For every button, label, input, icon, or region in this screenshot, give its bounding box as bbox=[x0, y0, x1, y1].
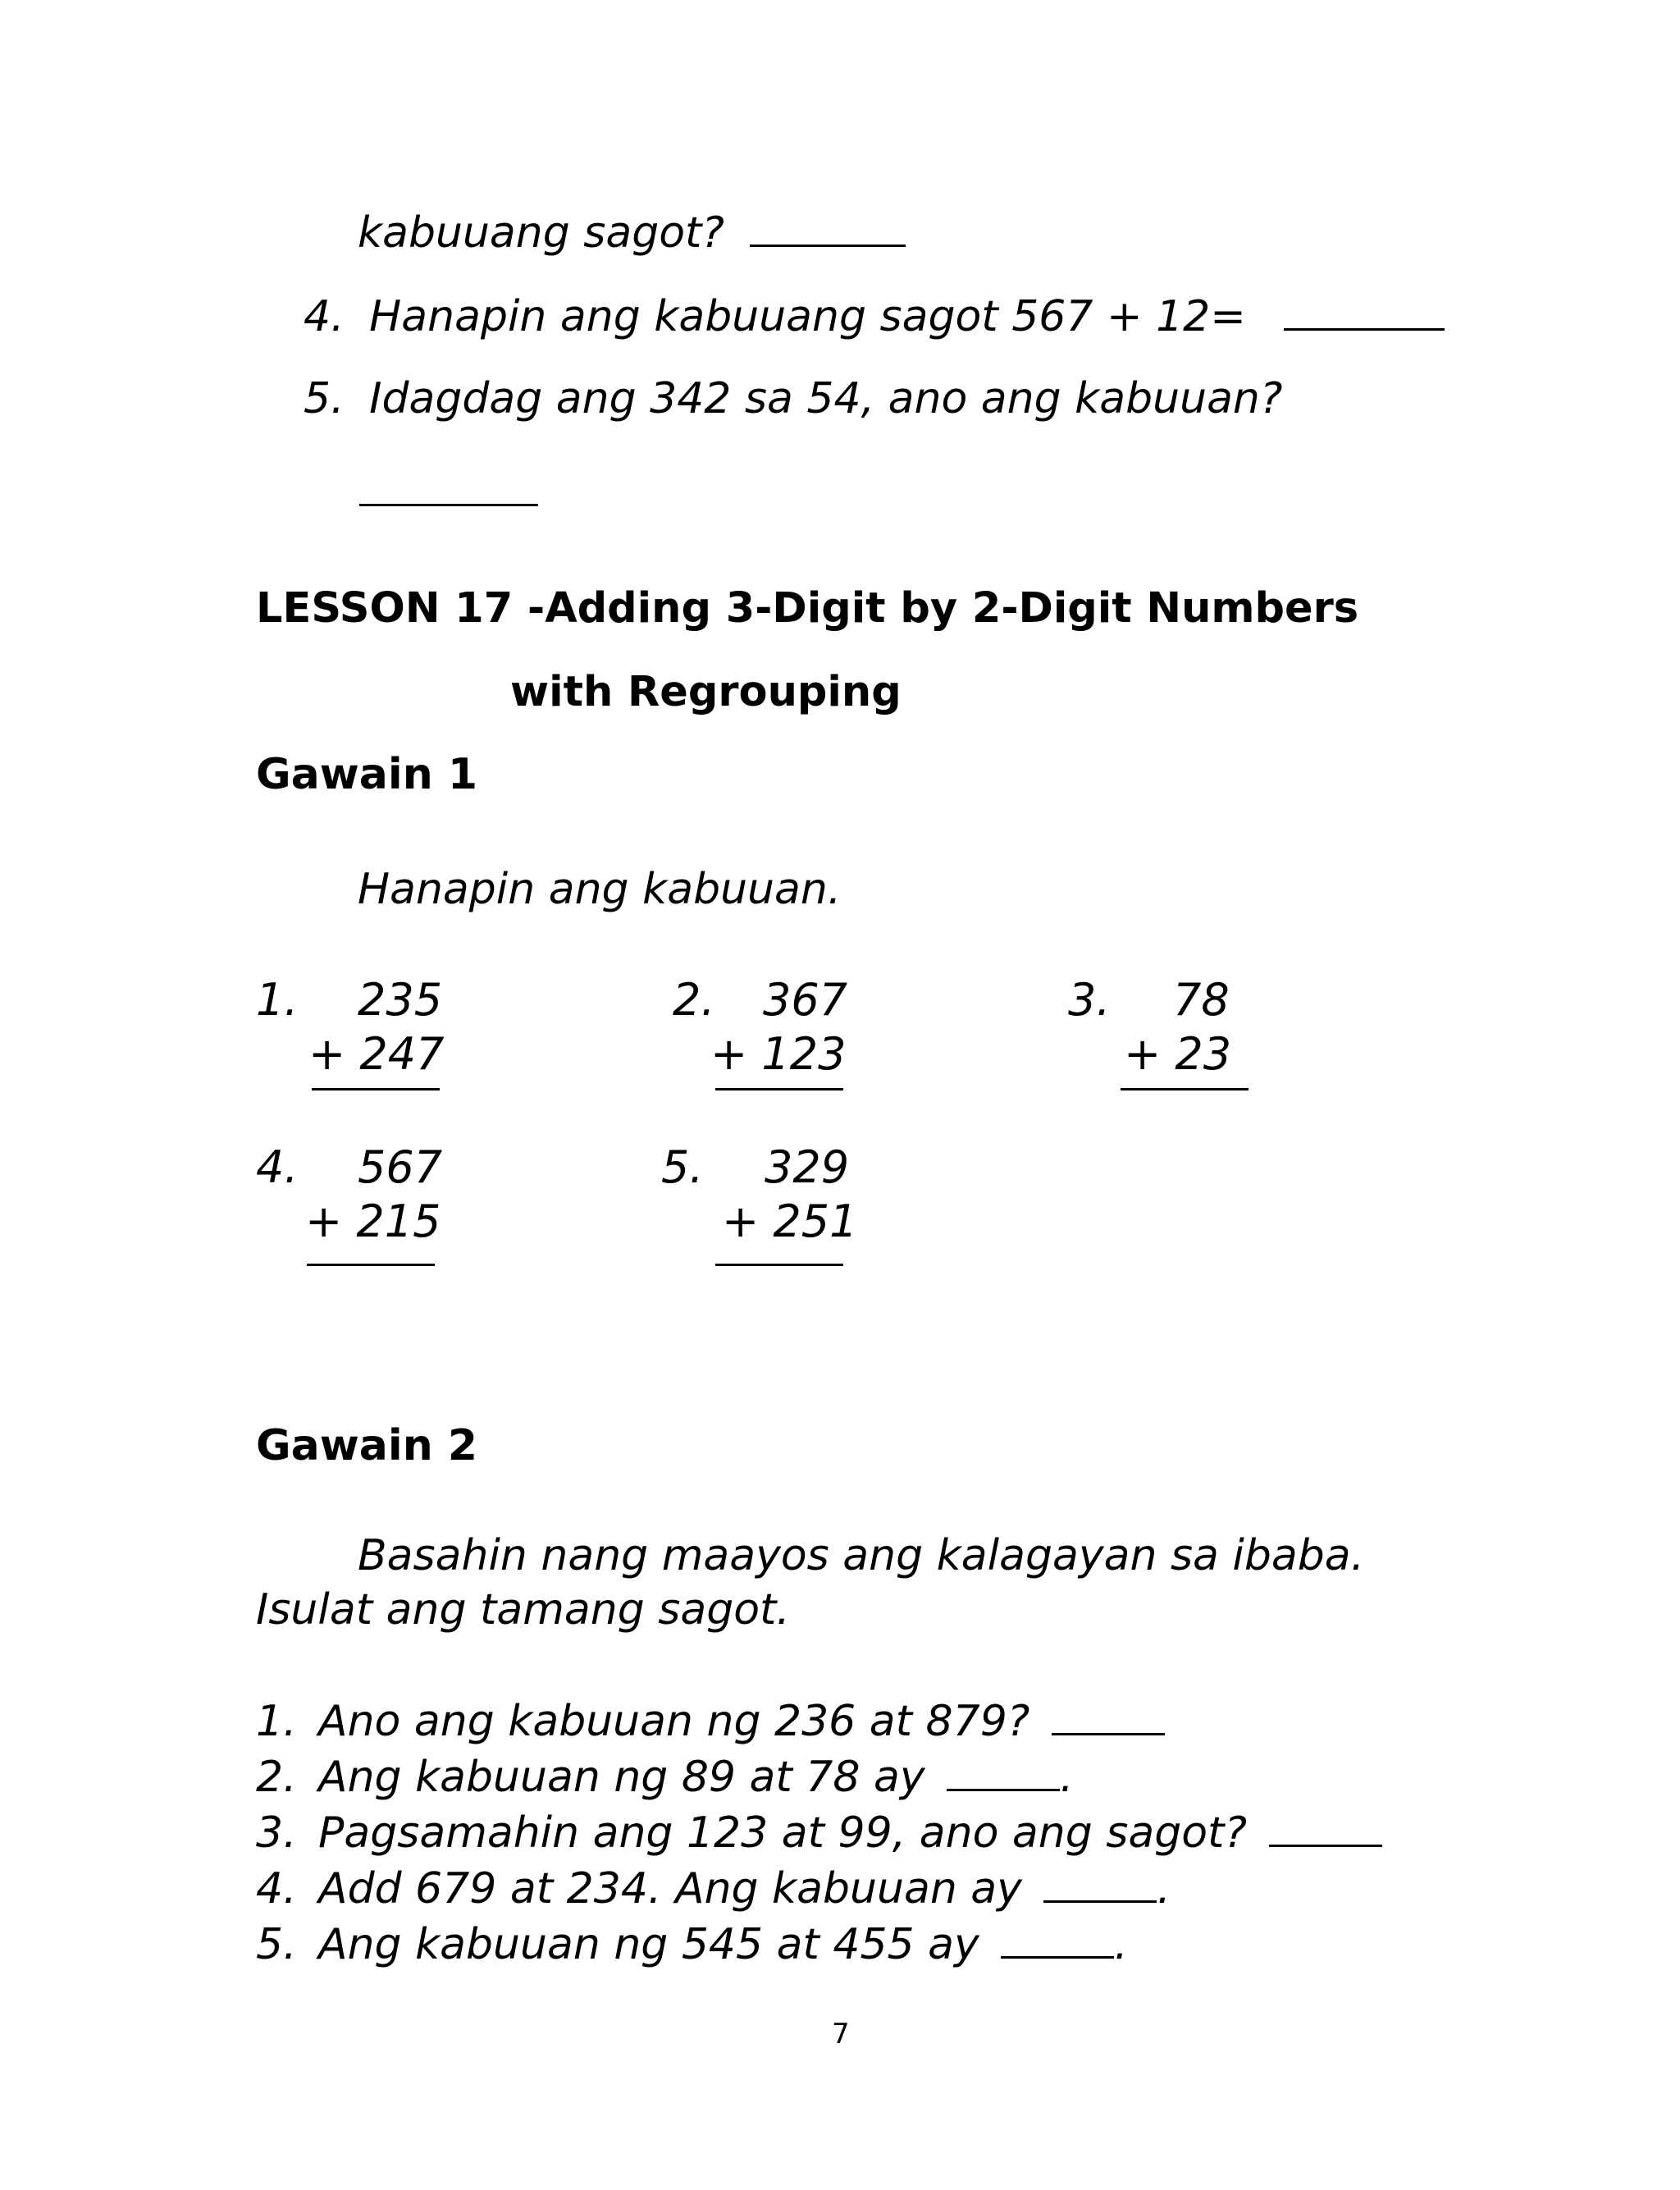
page-number: 7 bbox=[832, 2018, 850, 2051]
problem-5-top: 329 bbox=[765, 1141, 850, 1193]
problem-4-top: 567 bbox=[358, 1141, 443, 1193]
gawain-2-item-2: 2. Ang kabuuan ng 89 at 78 ay . bbox=[256, 1753, 1074, 1802]
answer-blank[interactable] bbox=[1284, 292, 1445, 331]
answer-blank[interactable] bbox=[1001, 1920, 1114, 1959]
problem-4-answer-line[interactable] bbox=[307, 1264, 435, 1266]
problem-2-answer-line[interactable] bbox=[715, 1088, 843, 1090]
problem-1-label: 1. bbox=[256, 974, 299, 1026]
answer-blank[interactable] bbox=[1052, 1697, 1165, 1735]
problem-1-bottom: + 247 bbox=[308, 1028, 445, 1080]
problem-1-answer-line[interactable] bbox=[312, 1088, 440, 1090]
lesson-title-line-2: with Regrouping bbox=[510, 668, 902, 716]
problem-3-label: 3. bbox=[1068, 974, 1111, 1026]
problem-2-top: 367 bbox=[763, 974, 848, 1026]
problem-2-bottom: + 123 bbox=[710, 1028, 847, 1080]
continuation-line-3: kabuuang sagot? bbox=[358, 208, 906, 254]
gawain-2-heading: Gawain 2 bbox=[256, 1421, 478, 1470]
answer-blank[interactable] bbox=[750, 208, 906, 247]
gawain-1-heading: Gawain 1 bbox=[256, 750, 478, 799]
continuation-item-5: 5. Idagdag ang 342 sa 54, ano ang kabuuan? bbox=[304, 374, 1283, 423]
gawain-2-item-5: 5. Ang kabuuan ng 545 at 455 ay . bbox=[256, 1920, 1128, 1969]
answer-blank[interactable] bbox=[1269, 1808, 1382, 1847]
problem-3-bottom: + 23 bbox=[1124, 1028, 1232, 1080]
problem-4-label: 4. bbox=[256, 1141, 299, 1193]
problem-3-answer-line[interactable] bbox=[1121, 1088, 1249, 1090]
gawain-1-instruction: Hanapin ang kabuuan. bbox=[358, 865, 842, 914]
gawain-2-item-4: 4. Add 679 at 234. Ang kabuuan ay . bbox=[256, 1864, 1171, 1913]
problem-5-answer-line[interactable] bbox=[715, 1264, 843, 1266]
gawain-2-instruction-line-1: Basahin nang maayos ang kalagayan sa ibaba. bbox=[358, 1531, 1365, 1580]
gawain-2-instruction-line-2: Isulat ang tamang sagot. bbox=[256, 1585, 790, 1634]
problem-3-top: 78 bbox=[1173, 974, 1230, 1026]
problem-5-bottom: + 251 bbox=[722, 1196, 858, 1247]
answer-blank[interactable] bbox=[359, 504, 538, 506]
continuation-item-4: 4. Hanapin ang kabuuang sagot 567 + 12= bbox=[304, 292, 1445, 338]
answer-blank[interactable] bbox=[1043, 1864, 1157, 1903]
gawain-2-item-1: 1. Ano ang kabuuan ng 236 at 879? bbox=[256, 1697, 1165, 1743]
problem-1-top: 235 bbox=[358, 974, 443, 1026]
gawain-2-item-3: 3. Pagsamahin ang 123 at 99, ano ang sagot? bbox=[256, 1808, 1382, 1854]
problem-5-label: 5. bbox=[661, 1141, 704, 1193]
lesson-title-line-1: LESSON 17 -Adding 3-Digit by 2-Digit Numbers bbox=[256, 584, 1359, 633]
problem-4-bottom: + 215 bbox=[305, 1196, 441, 1247]
answer-blank[interactable] bbox=[947, 1753, 1060, 1791]
problem-2-label: 2. bbox=[673, 974, 715, 1026]
